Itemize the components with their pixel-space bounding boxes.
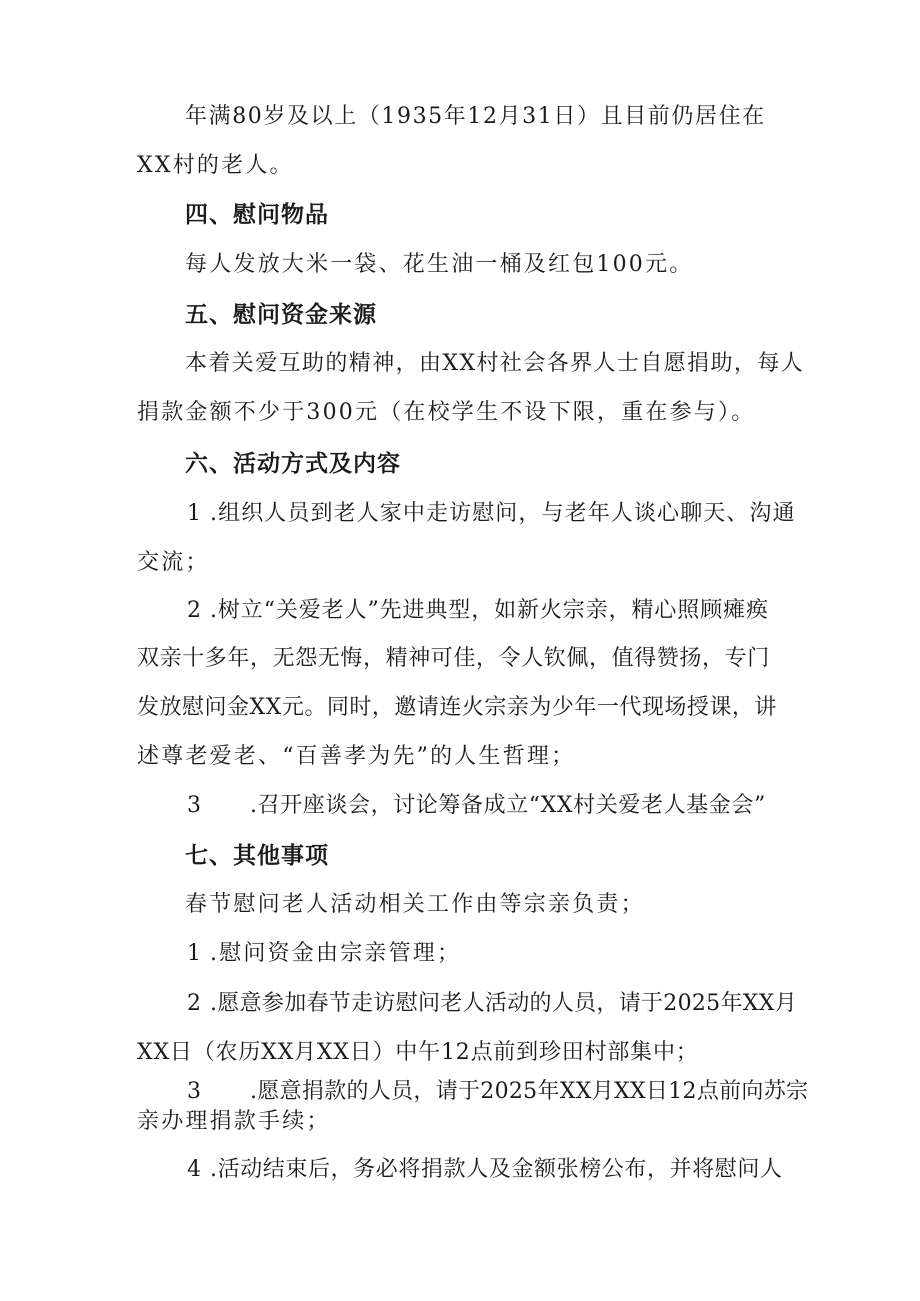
section-7-item-4-line-1: .活动结束后，务必将捐款人及金额张榜公布，并将慰问人: [210, 1157, 783, 1182]
section-5-heading: 五、慰问资金来源: [185, 302, 377, 328]
section-4-line-1: 每人发放大米一袋、花生油一桶及红包100元。: [185, 252, 694, 277]
section-5-line-2: 捐款金额不少于300元（在校学生不设下限，重在参与）。: [137, 400, 756, 425]
section-7-heading: 七、其他事项: [185, 843, 329, 869]
section-6-item-2-line-4: 述尊老爱老、“百善孝为先”的人生哲理；: [137, 744, 576, 769]
section-6-item-2-number: 2: [187, 598, 204, 623]
section-7-item-4-number: 4: [187, 1157, 204, 1182]
section-6-item-1-line-2: 交流；: [137, 550, 210, 575]
section-6-item-1-number: 1: [187, 501, 204, 526]
section-7-item-2-number: 2: [187, 991, 204, 1016]
section-6-item-2-line-3: 发放慰问金XX元。同时，邀请连火宗亲为少年一代现场授课，讲: [137, 695, 777, 720]
section-7-item-3-line-2: 亲办理捐款手续；: [137, 1109, 331, 1134]
section-7-item-1-number: 1: [187, 941, 204, 966]
section-7-intro: 春节慰问老人活动相关工作由等宗亲负责；: [185, 892, 645, 917]
section-7-item-3-line-1: .愿意捐款的人员，请于2025年XX月XX日12点前向苏宗: [250, 1079, 809, 1104]
section-6-item-2-line-1: .树立“关爱老人”先进典型，如新火宗亲，精心照顾瘫痪: [210, 598, 769, 623]
section-6-heading: 六、活动方式及内容: [185, 451, 401, 477]
section-7-item-2-line-2: XX日（农历XX月XX日）中午12点前到珍田村部集中；: [137, 1040, 699, 1065]
eligibility-line-2: XX村的老人。: [137, 153, 294, 178]
section-7-item-2-line-1: .愿意参加春节走访慰问老人活动的人员，请于2025年XX月: [210, 991, 798, 1016]
section-6-item-2-line-2: 双亲十多年，无怨无悔，精神可佳，令人钦佩，值得赞扬，专门: [137, 646, 770, 671]
section-6-item-3-line-1: .召开座谈会，讨论筹备成立“XX村关爱老人基金会”: [250, 793, 766, 818]
section-6-item-1-line-1: .组织人员到老人家中走访慰问，与老年人谈心聊天、沟通: [210, 501, 796, 526]
section-6-item-3-number: 3: [187, 793, 204, 818]
section-7-item-3-number: 3: [187, 1079, 204, 1104]
section-7-item-1-line-1: .慰问资金由宗亲管理；: [210, 941, 462, 966]
section-4-heading: 四、慰问物品: [185, 202, 329, 228]
section-5-line-1: 本着关爱互助的精神，由XX村社会各界人士自愿捐助，每人: [185, 351, 805, 376]
eligibility-line-1: 年满80岁及以上（1935年12月31日）且目前仍居住在: [185, 104, 766, 129]
